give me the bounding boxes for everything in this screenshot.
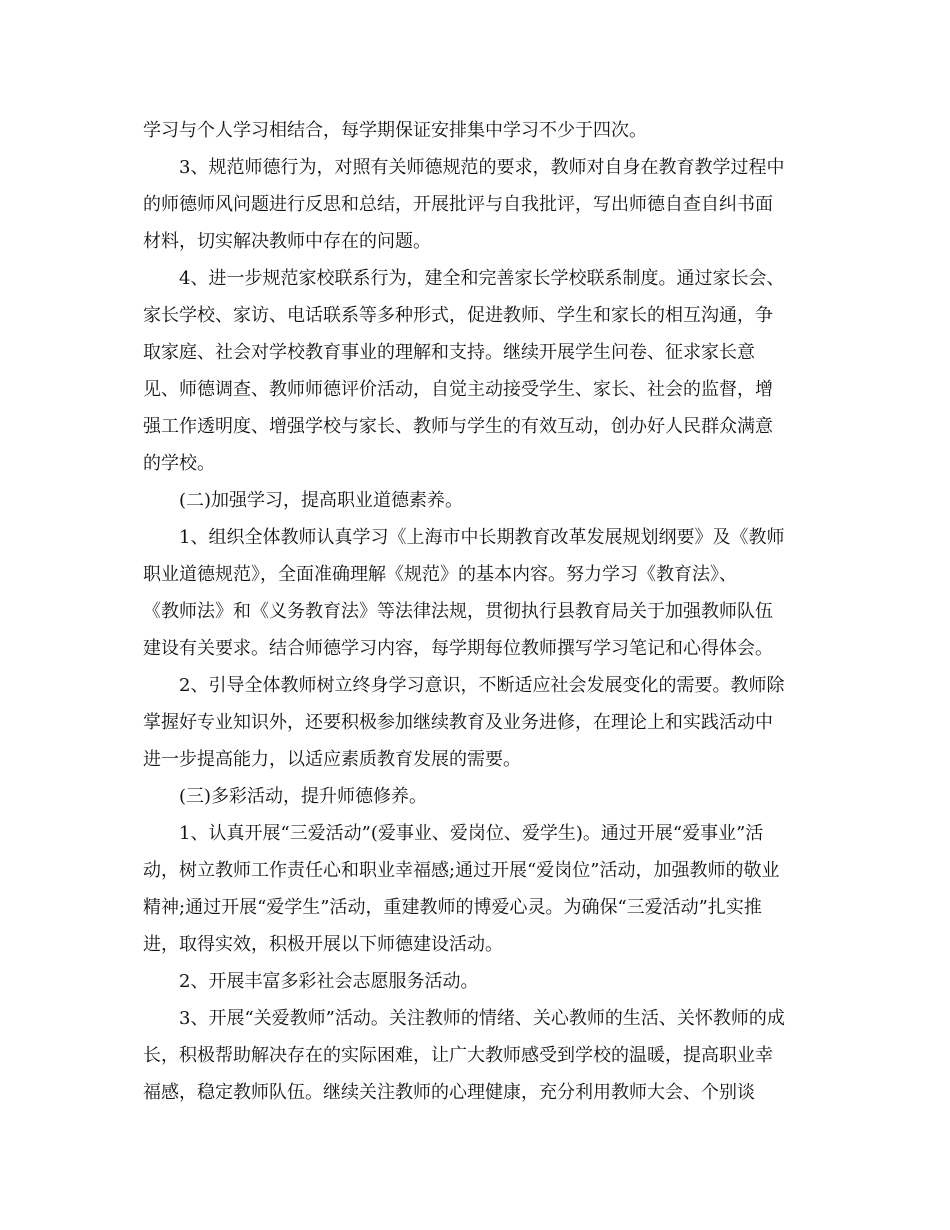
text-line: 掌握好专业知识外，还要积极参加继续教育及业务进修，在理论上和实践活动中	[143, 712, 773, 733]
text-line: 动，树立教师工作责任心和职业幸福感;通过开展“爱岗位”活动，加强教师的敬业	[143, 860, 780, 881]
text-line: 强工作透明度、增强学校与家长、教师与学生的有效互动，创办好人民群众满意	[143, 416, 773, 437]
text-line: 进，取得实效，积极开展以下师德建设活动。	[143, 934, 503, 955]
text-line: 材料，切实解决教师中存在的问题。	[143, 231, 431, 252]
text-line: 2、开展丰富多彩社会志愿服务活动。	[179, 971, 479, 992]
text-line: 学习与个人学习相结合，每学期保证安排集中学习不少于四次。	[143, 120, 647, 141]
section-heading: (三)多彩活动，提升师德修养。	[179, 786, 428, 807]
text-line: 精神;通过开展“爱学生”活动，重建教师的博爱心灵。为确保“三爱活动”扎实推	[143, 897, 762, 918]
text-line: 的学校。	[143, 453, 215, 474]
text-line: 取家庭、社会对学校教育事业的理解和支持。继续开展学生问卷、征求家长意	[143, 342, 755, 363]
text-line: 1、认真开展“三爱活动”(爱事业、爱岗位、爱学生)。通过开展“爱事业”活	[179, 823, 764, 844]
section-heading: (二)加强学习，提高职业道德素养。	[179, 490, 464, 511]
text-line: 4、进一步规范家校联系行为，建全和完善家长学校联系制度。通过家长会、	[179, 268, 785, 289]
text-line: 3、开展“关爱教师”活动。关注教师的情绪、关心教师的生活、关怀教师的成	[179, 1008, 785, 1029]
text-line: 家长学校、家访、电话联系等多种形式，促进教师、学生和家长的相互沟通，争	[143, 305, 773, 326]
text-line: 《教师法》和《义务教育法》等法律法规，贯彻执行县教育局关于加强教师队伍	[143, 601, 773, 622]
text-line: 福感，稳定教师队伍。继续关注教师的心理健康，充分利用教师大会、个别谈	[143, 1082, 755, 1103]
text-line: 3、规范师德行为，对照有关师德规范的要求，教师对自身在教育教学过程中	[179, 157, 785, 178]
text-line: 见、师德调查、教师师德评价活动，自觉主动接受学生、家长、社会的监督，增	[143, 379, 773, 400]
text-line: 1、组织全体教师认真学习《上海市中长期教育改革发展规划纲要》及《教师	[179, 527, 785, 548]
text-line: 长，积极帮助解决存在的实际困难，让广大教师感受到学校的温暖，提高职业幸	[143, 1045, 773, 1066]
text-line: 的师德师风问题进行反思和总结，开展批评与自我批评，写出师德自查自纠书面	[143, 194, 773, 215]
text-line: 进一步提高能力，以适应素质教育发展的需要。	[143, 749, 521, 770]
text-line: 2、引导全体教师树立终身学习意识，不断适应社会发展变化的需要。教师除	[179, 675, 785, 696]
text-line: 职业道德规范》，全面准确理解《规范》的基本内容。努力学习《教育法》、	[143, 564, 737, 585]
text-line: 建设有关要求。结合师德学习内容，每学期每位教师撰写学习笔记和心得体会。	[143, 638, 773, 659]
